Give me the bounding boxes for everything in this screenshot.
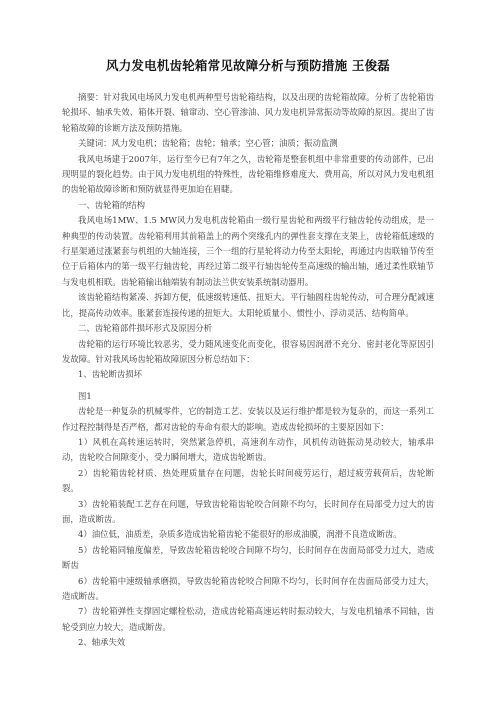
cause-item: 7）齿轮箱弹性支撑固定螺栓松动，造成齿轮箱高速运转时振动较大，与发电机轴承不同轴，齿轮受到应力较大，造成断齿。 [62,606,434,632]
cause-item: 5）齿轮箱同轴度偏差，导致齿轮箱齿轮咬合间隙不均匀，长时间存在齿面局部受力过大，造成断齿 [62,544,434,571]
cause-item: 2）齿轮箱齿轮材质、热处理质量存在问题，齿轮长时间疲劳运行，超过疲劳载荷后，齿轮断裂。 [62,467,434,494]
section-1-paragraph-1: 我风电场1MW、1.5 MW风力发电机齿轮箱由一级行星齿轮和两级平行轴齿轮传动组成，是一种典型的传动装置。齿轮箱利用其前箱盖上的两个突缘孔内的弹性套支撑在支架上，齿轮箱低速级的行星架通过涨紧套与机组的大轴连接，三个一组的行星轮将动力传至太阳轮，再通过内齿联轴节传至位于后箱体内的第一级平行轴齿轮，再经过第二级平行轴齿轮传至高速级的输出轴，通过柔性联轴节与发电机相联。齿轮箱输出轴端装有制动法兰供安装系统制动器用。 [62,215,434,287]
section-1-paragraph-2: 该齿轮箱结构紧凑、拆卸方便，低速级转速低、扭矩大。平行轴圆柱齿轮传动，可合理分配减速比，提高传动效率。胀紧套连接传递的扭矩大。太阳轮质量小、惯性小、浮动灵活、结构简单。 [62,292,434,318]
subsection-1-heading: 1、齿轮断齿损坏 [78,369,142,380]
document-title: 风力发电机齿轮箱常见故障分析与预防措施 王俊磊 [106,58,390,73]
figure-label: 图1 [78,390,92,401]
document-body [62,90,434,651]
cause-item: 4）油位低，油质差，杂质多造成齿轮箱齿轮不能很好的形成油膜，润滑不良造成断齿。 [78,529,402,540]
abstract: 摘要：针对我风电场风力发电机两种型号齿轮箱结构，以及出现的齿轮箱故障。分析了齿轮箱齿轮损坏、轴承失效、箱体开裂、轴窜动、空心管渗油、风力发电机异常振动等故障的原因。提出了齿轮箱故障的诊断方法及预防措施。 [62,92,434,133]
cause-item: 6）齿轮箱中速级轴承磨损，导致齿轮箱齿轮咬合间隙不均匀，长时间存在齿面局部受力过大，造成断齿。 [62,575,434,601]
intro-paragraph: 我风电场建于2007年，运行至今已有7年之久，齿轮箱是整套机组中非常重要的传动部件，已出现明显的裂化趋势。由于风力发电机组的特殊性，齿轮箱维修难度大、费用高，所以对风力发电机组的齿轮箱故障诊断和预防就显得更加迫在眉睫。 [62,153,434,195]
subsection-2-heading: 2、轴承失效 [78,637,126,648]
section-1-heading: 一、齿轮箱的结构 [78,199,145,210]
keywords: 关键词：风力发电机；齿轮箱；齿轮；轴承；空心管；油质；振动监测 [78,138,338,149]
cause-item: 3）齿轮箱装配工艺存在问题，导致齿轮箱齿轮咬合间隙不均匀，长时间存在局部受力过大的齿面，造成断齿。 [62,498,434,524]
subsection-1-paragraph: 齿轮是一种复杂的机械零件，它的制造工艺、安装以及运行维护都是较为复杂的，而这一系列工作过程控制得是否严格，都对齿轮的寿命有很大的影响。造成齿轮损坏的主要原因如下： [62,406,434,432]
cause-item: 1）风机在高转速运转时，突然紧急停机，高速刹车动作，风机传动链振动晃动较大，轴承串动，齿轮咬合间隙变小，受力瞬间增大，造成齿轮断齿。 [62,436,434,463]
section-2-paragraph-1: 齿轮箱的运行环境比较恶劣，受力随风速变化而变化，很容易因润滑不充分、密封老化等原因引发故障。针对我风场齿轮箱故障原因分析总结如下： [62,338,434,364]
section-2-heading: 二、齿轮箱部件损坏形式及原因分析 [78,323,212,334]
